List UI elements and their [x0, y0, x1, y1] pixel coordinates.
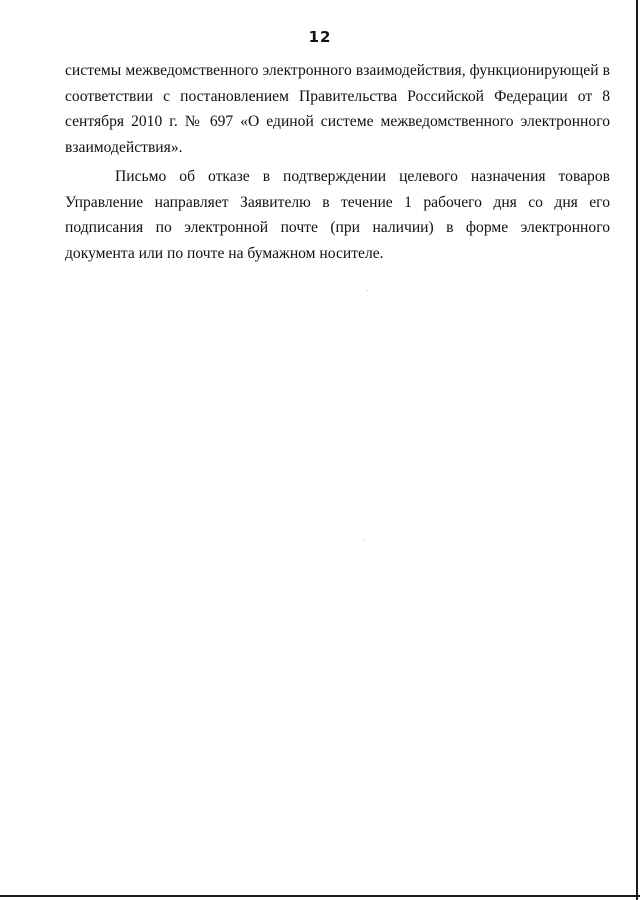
paragraph-continuation: системы межведомственного электронного взаимодействия, функционирующей в соответствии с постановлением Правительства Российской Федерации от 8 сентября 2010 г. № 697 «О единой системе межведомственного электронного взаимодействия». — [65, 62, 610, 156]
scan-border-right — [636, 0, 638, 900]
scan-border-bottom — [0, 895, 640, 897]
scan-speck — [367, 290, 368, 291]
paragraph-rejection-letter: Письмо об отказе в подтверждении целевого назначения товаров Управление направляет Заявителю в течение 1 рабочего дня со дня его подписания по электронной почте (при наличии) в форме электронного документа или по почте на бумажном носителе. — [65, 168, 610, 262]
document-body — [65, 58, 610, 266]
scan-speck — [363, 540, 364, 541]
page-number: 12 — [308, 28, 332, 46]
